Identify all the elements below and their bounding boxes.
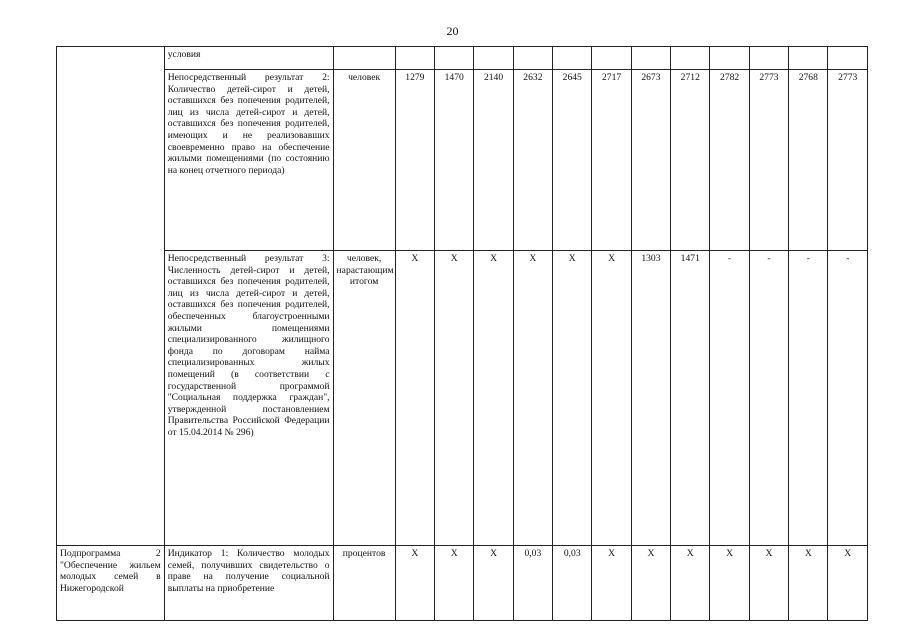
value-cell <box>395 47 434 70</box>
page-number: 20 <box>446 24 459 38</box>
value-cell: X <box>553 251 592 546</box>
value-cell: X <box>631 546 670 621</box>
value-cell: 2773 <box>828 70 868 251</box>
value-cell <box>435 47 474 70</box>
value-cell: X <box>789 546 828 621</box>
value-cell: 0,03 <box>513 546 552 621</box>
description-cell: Непосредственный результат 3: Численность детей-сирот и детей, оставшихся без попечения родителей, лиц из числа детей-сирот и детей, оставшихся без попечения родителей, обеспеченных благоустроенными жилыми помещениями специализированного жилищного фонда по договорам найма специализированных жилых помещений (в соответствии с государственной программой "Социальная поддержка граждан", утвержденной постановлением Правительства Российской Федерации от 15.04.2014 № 296) <box>164 251 333 546</box>
unit-cell: человек, нарастающим итогом <box>333 251 395 546</box>
value-cell <box>710 47 749 70</box>
value-cell: 1303 <box>631 251 670 546</box>
value-cell <box>553 47 592 70</box>
value-cell: 1471 <box>671 251 710 546</box>
description-cell: Индикатор 1: Количество молодых семей, получивших свидетельство о праве на получение социальной выплаты на приобретение <box>164 546 333 621</box>
value-cell: - <box>710 251 749 546</box>
value-cell: X <box>513 251 552 546</box>
program-cell: Подпрограмма 2 "Обеспечение жильем молодых семей в Нижегородской <box>57 546 165 621</box>
value-cell: 2782 <box>710 70 749 251</box>
value-cell: 0,03 <box>553 546 592 621</box>
program-cell <box>57 47 165 546</box>
value-cell: X <box>435 251 474 546</box>
value-cell: 2632 <box>513 70 552 251</box>
table-row <box>57 47 868 70</box>
table-row <box>57 70 868 251</box>
value-cell: - <box>789 251 828 546</box>
value-cell: X <box>395 546 434 621</box>
value-cell: 1279 <box>395 70 434 251</box>
value-cell <box>789 47 828 70</box>
value-cell: - <box>749 251 788 546</box>
value-cell: X <box>474 546 513 621</box>
value-cell <box>749 47 788 70</box>
value-cell: 2673 <box>631 70 670 251</box>
value-cell <box>513 47 552 70</box>
value-cell: 2712 <box>671 70 710 251</box>
value-cell: 2645 <box>553 70 592 251</box>
value-cell: - <box>828 251 868 546</box>
unit-cell <box>333 47 395 70</box>
value-cell: X <box>671 546 710 621</box>
value-cell <box>592 47 631 70</box>
value-cell: 1470 <box>435 70 474 251</box>
value-cell: X <box>592 251 631 546</box>
value-cell: X <box>749 546 788 621</box>
value-cell: X <box>474 251 513 546</box>
table-row <box>57 546 868 621</box>
value-cell: X <box>592 546 631 621</box>
value-cell <box>631 47 670 70</box>
description-cell: Непосредственный результат 2: Количество детей-сирот и детей, оставшихся без попечения родителей, лиц из числа детей-сирот и детей, оставшихся без попечения родителей, имеющих и не реализовавших своевременно право на обеспечение жилыми помещениями (по состоянию на конец отчетного периода) <box>164 70 333 251</box>
value-cell: 2773 <box>749 70 788 251</box>
value-cell: 2140 <box>474 70 513 251</box>
value-cell: X <box>710 546 749 621</box>
value-cell: X <box>828 546 868 621</box>
value-cell: X <box>435 546 474 621</box>
unit-cell: человек <box>333 70 395 251</box>
description-cell: условия <box>164 47 333 70</box>
unit-cell: процентов <box>333 546 395 621</box>
value-cell <box>671 47 710 70</box>
indicators-table <box>56 46 868 621</box>
table-row <box>57 251 868 546</box>
value-cell <box>474 47 513 70</box>
value-cell: 2717 <box>592 70 631 251</box>
value-cell: 2768 <box>789 70 828 251</box>
value-cell <box>828 47 868 70</box>
value-cell: X <box>395 251 434 546</box>
